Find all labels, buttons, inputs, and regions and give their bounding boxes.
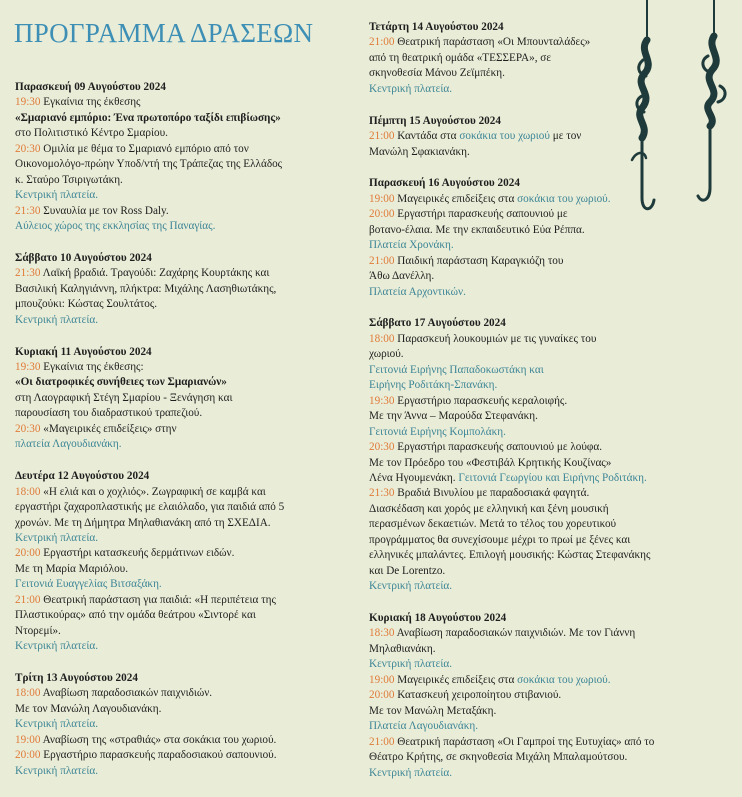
event-line xyxy=(15,733,330,748)
event-text: Λαϊκή βραδιά. Τραγούδι: Ζαχάρης Κουρτάκης και xyxy=(40,267,270,280)
event-text: Λένα Ηγουμενάκη. xyxy=(369,471,459,484)
event-text: ελληνικές μπαλάντες. Επιλογή μουσικής: Κώστας Στεφανάκης xyxy=(369,549,651,562)
event-line xyxy=(15,313,330,328)
event-line xyxy=(369,394,669,409)
event-text: εργαστήρι ζαχαροπλαστικής με ελαιόλαδο, για παιδιά από 5 xyxy=(15,501,285,514)
event-time: 19:00 xyxy=(369,192,395,205)
event-line xyxy=(369,456,669,471)
event-time: 19:30 xyxy=(15,361,41,374)
event-time: 19:30 xyxy=(15,96,41,109)
event-line xyxy=(369,719,669,734)
event-line xyxy=(15,516,330,531)
event-location: Κεντρική πλατεία. xyxy=(15,531,99,544)
event-location: σοκάκια του χωριού. xyxy=(517,192,611,205)
event-text: κ. Σταύρο Τσιριγωτάκη. xyxy=(15,173,123,186)
event-line xyxy=(15,500,330,515)
event-text: Εργαστήρι παρασκευής σαπουνιού με λούφα. xyxy=(394,441,603,454)
event-location: Κεντρική πλατεία. xyxy=(15,640,99,653)
event-line xyxy=(15,562,330,577)
event-line xyxy=(15,546,330,561)
event-text: Άθω Δανέλλη. xyxy=(369,270,435,283)
event-text: Εγκαίνια της έκθεσης: xyxy=(40,361,144,374)
event-line xyxy=(369,564,669,579)
day-block xyxy=(15,671,330,779)
event-line xyxy=(369,517,669,532)
event-text: Αναβίωση παραδοσιακών παιχνιδιών. xyxy=(40,687,213,700)
event-time: 20:00 xyxy=(369,208,395,221)
event-line xyxy=(15,188,330,203)
event-text: Οικονομολόγο-πρώην Υποδ/ντή της Τράπεζας της Ελλάδος xyxy=(15,158,283,171)
event-time: 19:00 xyxy=(15,733,41,746)
event-text: Εργαστήριο παρασκευής παραδοσιακού σαπουνιού. xyxy=(40,749,277,762)
event-line xyxy=(15,702,330,717)
event-text: Θεατρική παράσταση «Οι Μπουνταλάδες» xyxy=(394,36,591,49)
event-time: 20:00 xyxy=(369,689,395,702)
event-location: Πλατεία Αρχοντικών. xyxy=(369,285,466,298)
event-line xyxy=(369,626,669,641)
event-line xyxy=(369,657,669,672)
event-time: 18:00 xyxy=(369,332,395,345)
day-heading: Σάββατο 10 Αυγούστου 2024 xyxy=(15,251,152,264)
event-text: Με τον Μανώλη Λαγουδιανάκη. xyxy=(15,702,162,715)
event-line xyxy=(369,486,669,501)
event-location: πλατεία Λαγουδιανάκη. xyxy=(15,438,122,451)
day-heading: Σάββατο 17 Αυγούστου 2024 xyxy=(369,317,506,330)
event-text: Εργαστήρι κατασκευής δερμάτινων ειδών. xyxy=(40,547,235,560)
event-line xyxy=(15,157,330,172)
event-text: Θεατρική παράσταση για παιδιά: «Η περιπέτεια της xyxy=(40,593,276,606)
event-line xyxy=(369,533,669,548)
event-time: 21:30 xyxy=(15,204,41,217)
event-line xyxy=(15,406,330,421)
event-line xyxy=(15,126,330,141)
event-line xyxy=(15,297,330,312)
day-block xyxy=(369,316,669,594)
event-line xyxy=(369,347,669,362)
event-line xyxy=(369,269,669,284)
event-line xyxy=(369,704,669,719)
event-time: 18:30 xyxy=(369,627,395,640)
day-block xyxy=(15,345,330,453)
event-line xyxy=(369,363,669,378)
event-time: 20:30 xyxy=(15,142,41,155)
event-text: Εγκαίνια της έκθεσης xyxy=(40,96,141,109)
event-line xyxy=(15,282,330,297)
event-location: Πλατεία Χρονάκη. xyxy=(369,239,454,252)
event-text: Με τον Πρόεδρο του «Φεστιβάλ Κρητικής Κουζίνας» xyxy=(369,456,612,469)
event-text: Βραδιά Βινυλίου με παραδοσιακά φαγητά. xyxy=(394,487,590,500)
event-text: στη Λαογραφική Στέγη Σμαρίου - Ξενάγηση και xyxy=(15,391,233,404)
event-time: 21:00 xyxy=(369,36,395,49)
schedule-left-column xyxy=(15,80,330,796)
event-text: Πλαστικούρας» από την ομάδα θεάτρου «Σιντορέ και xyxy=(15,609,256,622)
event-text: Αναβίωση παραδοσιακών παιχνιδιών. Με τον Γιάννη xyxy=(394,627,636,640)
event-location: Κεντρική πλατεία. xyxy=(369,658,453,671)
event-text: Μηλαθιανάκη. xyxy=(369,642,436,655)
event-line xyxy=(15,173,330,188)
event-text: Παιδική παράσταση Καραγκιόζη του xyxy=(394,254,564,267)
event-location: σοκάκια του χωριού. xyxy=(517,673,611,686)
event-line xyxy=(369,332,669,347)
event-location: Κεντρική πλατεία. xyxy=(15,313,99,326)
event-text: και De Lorentzo. xyxy=(369,564,446,577)
event-title: «Οι διατροφικές συνήθειες των Σμαριανών» xyxy=(15,376,227,389)
event-time: 20:30 xyxy=(369,441,395,454)
day-heading: Κυριακή 18 Αυγούστου 2024 xyxy=(369,611,507,624)
event-location: σοκάκια του χωριού xyxy=(459,130,550,143)
event-text: χωριού. xyxy=(369,348,404,361)
event-line xyxy=(369,579,669,594)
day-heading: Παρασκευή 09 Αυγούστου 2024 xyxy=(15,81,166,93)
event-text: Εργαστήρι παρασκευής σαπουνιού με xyxy=(394,208,568,221)
page-title: ΠΡΟΓΡΑΜΜΑ ΔΡΑΣΕΩΝ xyxy=(14,18,314,48)
event-line xyxy=(369,440,669,455)
event-title: «Σμαριανό εμπόριο: Ένα πρωτοπόρο ταξίδι επιβίωσης» xyxy=(15,111,281,124)
event-line xyxy=(369,471,669,486)
day-heading: Δευτέρα 12 Αυγούστου 2024 xyxy=(15,470,150,483)
event-text: Θεατρική παράσταση «Οι Γαμπροί της Ευτυχίας» από το xyxy=(394,735,655,748)
event-time: 18:00 xyxy=(15,485,41,498)
event-line xyxy=(15,577,330,592)
event-text: σκηνοθεσία Μάνου Ζεϊμπέκη. xyxy=(369,67,505,80)
event-line xyxy=(15,204,330,219)
event-text: Καντάδα στα xyxy=(394,130,460,143)
event-text: στο Πολιτιστικό Κέντρο Σμαρίου. xyxy=(15,127,168,140)
event-location: Γειτονιά Ειρήνης Παπαδοκωστάκη και xyxy=(369,363,544,376)
event-line xyxy=(15,375,330,390)
event-text: Ντορεμί». xyxy=(15,624,61,637)
day-heading: Πέμπτη 15 Αυγούστου 2024 xyxy=(369,114,501,127)
event-text: περασμένων δεκαετιών. Μετά το τέλος του χορευτικού xyxy=(369,518,617,531)
event-line xyxy=(369,238,669,253)
event-text: από τη θεατρική ομάδα «ΤΕΣΣΕΡΑ», σε xyxy=(369,51,552,64)
event-time: 18:00 xyxy=(15,687,41,700)
event-line xyxy=(15,391,330,406)
event-text: προγράμματος θα συνεχίσουμε μέχρι το πρωί με ξένες και xyxy=(369,533,631,546)
event-text: με τον xyxy=(549,130,582,143)
event-text: Ομιλία με θέμα το Σμαριανό εμπόριο από τον xyxy=(40,142,249,155)
event-line xyxy=(15,531,330,546)
day-heading: Παρασκευή 16 Αυγούστου 2024 xyxy=(369,177,520,190)
event-line xyxy=(369,642,669,657)
event-line xyxy=(369,409,669,424)
event-text: Παρασκευή λουκουμιών με τις γυναίκες του xyxy=(394,332,597,345)
event-line xyxy=(369,766,669,781)
event-time: 19:30 xyxy=(369,394,395,407)
event-text: Μαγειρικές επιδείξεις στα xyxy=(394,192,518,205)
event-line xyxy=(15,608,330,623)
event-text: Συναυλία με τον Ross Daly. xyxy=(40,204,169,217)
event-line xyxy=(369,378,669,393)
event-line xyxy=(15,764,330,779)
event-text: Μαγειρικές επιδείξεις στα xyxy=(394,673,518,686)
event-time: 20:00 xyxy=(15,547,41,560)
event-line xyxy=(369,425,669,440)
event-location: Κεντρική πλατεία. xyxy=(15,718,99,731)
event-time: 21:30 xyxy=(15,267,41,280)
event-text: Κατασκευή χειροποίητου στιβανιού. xyxy=(394,689,562,702)
event-text: Εργαστήριο παρασκευής κεραλοιφής. xyxy=(394,394,568,407)
day-heading: Τετάρτη 14 Αυγούστου 2024 xyxy=(369,21,504,33)
event-line xyxy=(369,735,669,750)
event-line xyxy=(15,593,330,608)
event-time: 21:00 xyxy=(369,130,395,143)
event-line xyxy=(15,485,330,500)
event-location: Ειρήνης Ροδιτάκη-Σπανάκη. xyxy=(369,379,498,392)
event-text: Βασιλική Καληγιάννη, πλήκτρα: Μιχάλης Λασηθιωτάκης, xyxy=(15,282,277,295)
event-line xyxy=(369,548,669,563)
event-line xyxy=(15,639,330,654)
event-line xyxy=(15,748,330,763)
event-line xyxy=(15,717,330,732)
event-location: Κεντρική πλατεία. xyxy=(369,82,453,95)
event-line xyxy=(369,254,669,269)
event-line xyxy=(369,688,669,703)
event-time: 21:00 xyxy=(369,735,395,748)
day-heading: Τρίτη 13 Αυγούστου 2024 xyxy=(15,671,138,684)
event-line xyxy=(15,422,330,437)
event-location: Γειτονιά Γεωργίου και Ειρήνης Ροδιτάκη. xyxy=(458,471,647,484)
hanging-hooks-illustration-icon xyxy=(610,0,742,240)
event-time: 21:00 xyxy=(369,254,395,267)
event-line xyxy=(15,624,330,639)
event-location: Γειτονιά Ειρήνης Κομπολάκη. xyxy=(369,425,506,438)
event-location: Κεντρική πλατεία. xyxy=(369,580,453,593)
event-location: Αύλειος χώρος της εκκλησίας της Παναγίας. xyxy=(15,220,216,233)
event-text: Με την Άννα – Μαρούδα Στεφανάκη. xyxy=(369,410,538,423)
event-location: Κεντρική πλατεία. xyxy=(369,766,453,779)
event-text: «Μαγειρικές επιδείξεις» στην xyxy=(40,422,177,435)
day-heading: Κυριακή 11 Αυγούστου 2024 xyxy=(15,345,152,358)
event-text: Αναβίωση της «στραθιάς» στα σοκάκια του χωριού. xyxy=(40,733,277,746)
event-time: 21:00 xyxy=(15,593,41,606)
event-time: 20:00 xyxy=(15,749,41,762)
event-text: Διασκέδαση και χορός με ελληνική και ξένη μουσική xyxy=(369,502,609,515)
event-line xyxy=(369,502,669,517)
event-location: Κεντρική πλατεία. xyxy=(15,189,99,202)
event-line xyxy=(15,437,330,452)
event-text: Με τη Μαρία Μαριόλου. xyxy=(15,562,128,575)
event-location: Πλατεία Λαγουδιανάκη. xyxy=(369,720,479,733)
event-text: Με τον Μανώλη Μεταξάκη. xyxy=(369,704,497,717)
event-location: Κεντρική πλατεία. xyxy=(15,764,99,777)
event-text: μπουζούκι: Κώστας Σουλτάτος. xyxy=(15,298,158,311)
event-line xyxy=(15,686,330,701)
event-text: Θέατρο Κρήτης, σε σκηνοθεσία Μιχάλη Μπαλαμούτσου. xyxy=(369,751,628,764)
event-time: 21:30 xyxy=(369,487,395,500)
event-line xyxy=(15,219,330,234)
event-text: Μανώλη Σφακιανάκη. xyxy=(369,145,470,158)
event-line xyxy=(369,285,669,300)
event-line xyxy=(15,95,330,110)
event-time: 20:30 xyxy=(15,422,41,435)
event-text: παρουσίαση του διαδραστικού τραπεζιού. xyxy=(15,407,203,420)
event-time: 19:00 xyxy=(369,673,395,686)
event-line xyxy=(369,673,669,688)
day-block xyxy=(15,80,330,235)
event-text: «Η ελιά και ο χοχλιός». Ζωγραφική σε καμβά και xyxy=(40,485,266,498)
day-block xyxy=(15,251,330,328)
day-block xyxy=(369,611,669,781)
event-line xyxy=(15,111,330,126)
event-line xyxy=(15,360,330,375)
event-text: χρονών. Με τη Δήμητρα Μηλαθιανάκη από τη ΣΧΕΔΙΑ. xyxy=(15,516,271,529)
event-line xyxy=(15,142,330,157)
event-text: βοτανο-έλαια. Με την εκπαιδευτικό Εύα Ρέππα. xyxy=(369,223,585,236)
event-location: Γειτονιά Ευαγγελίας Βιτσαξάκη. xyxy=(15,578,162,591)
event-line xyxy=(15,266,330,281)
event-line xyxy=(369,750,669,765)
day-block xyxy=(15,469,330,654)
